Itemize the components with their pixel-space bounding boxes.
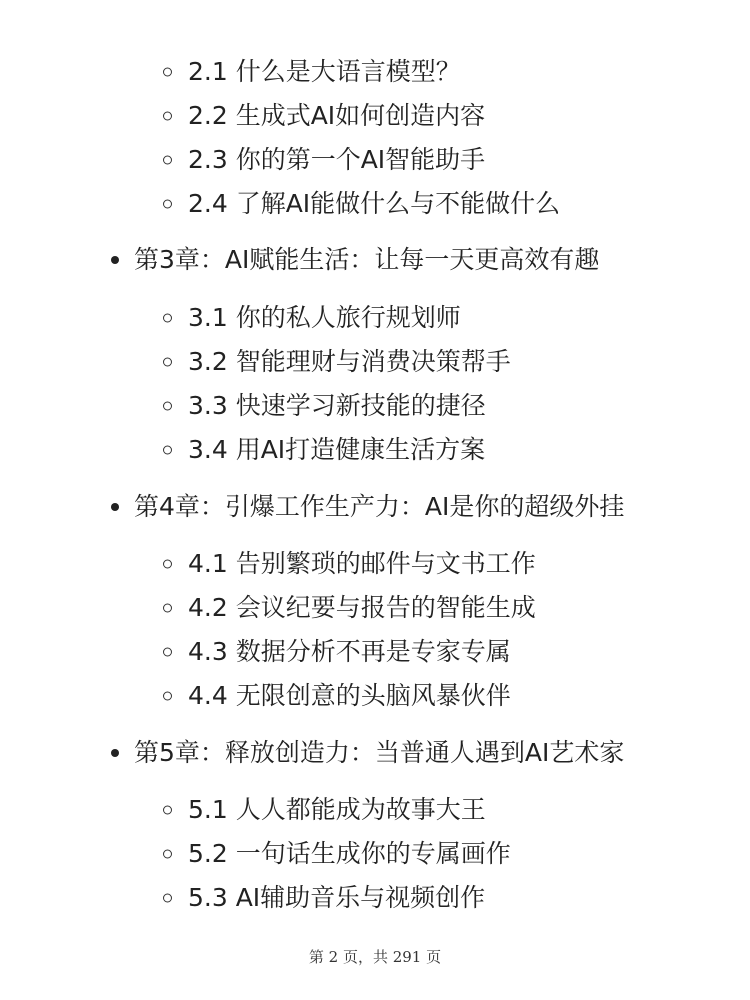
toc-item-label: 4.4 无限创意的头脑风暴伙伴 <box>188 681 511 710</box>
toc-item-5-3 <box>188 878 485 918</box>
toc-chapter-4 <box>134 487 624 527</box>
hollow-bullet-icon <box>163 200 172 209</box>
toc-chapter-5 <box>134 733 624 773</box>
solid-bullet-icon <box>111 256 119 264</box>
toc-item-label: 4.1 告别繁琐的邮件与文书工作 <box>188 549 536 578</box>
toc-item-3-3 <box>188 386 486 426</box>
hollow-bullet-icon <box>163 806 172 815</box>
hollow-bullet-icon <box>163 402 172 411</box>
toc-chapter-3 <box>134 240 599 280</box>
toc-item-3-2 <box>188 342 511 382</box>
hollow-bullet-icon <box>163 648 172 657</box>
hollow-bullet-icon <box>163 692 172 701</box>
toc-chapter-label: 第3章：AI赋能生活：让每一天更高效有趣 <box>134 245 600 274</box>
hollow-bullet-icon <box>163 314 172 323</box>
hollow-bullet-icon <box>163 604 172 613</box>
toc-item-4-1 <box>188 544 536 584</box>
toc-item-label: 2.4 了解AI能做什么与不能做什么 <box>188 189 561 218</box>
toc-item-2-2 <box>188 96 485 136</box>
hollow-bullet-icon <box>163 850 172 859</box>
hollow-bullet-icon <box>163 358 172 367</box>
hollow-bullet-icon <box>163 894 172 903</box>
hollow-bullet-icon <box>163 112 172 121</box>
toc-item-label: 3.1 你的私人旅行规划师 <box>188 303 461 332</box>
solid-bullet-icon <box>111 749 119 757</box>
solid-bullet-icon <box>111 503 119 511</box>
toc-item-label: 3.3 快速学习新技能的捷径 <box>188 391 486 420</box>
toc-item-label: 5.1 人人都能成为故事大王 <box>188 795 486 824</box>
toc-item-label: 4.2 会议纪要与报告的智能生成 <box>188 593 536 622</box>
toc-item-4-3 <box>188 632 511 672</box>
toc-item-5-2 <box>188 834 511 874</box>
toc-chapter-label: 第5章：释放创造力：当普通人遇到AI艺术家 <box>134 738 625 767</box>
toc-item-3-1 <box>188 298 461 338</box>
hollow-bullet-icon <box>163 560 172 569</box>
toc-item-label: 3.2 智能理财与消费决策帮手 <box>188 347 511 376</box>
toc-item-label: 2.1 什么是大语言模型？ <box>188 57 461 86</box>
toc-item-label: 2.3 你的第一个AI智能助手 <box>188 145 486 174</box>
toc-item-label: 3.4 用AI打造健康生活方案 <box>188 435 486 464</box>
toc-item-label: 2.2 生成式AI如何创造内容 <box>188 101 486 130</box>
toc-item-4-2 <box>188 588 536 628</box>
toc-chapter-label: 第4章：引爆工作生产力：AI是你的超级外挂 <box>134 492 625 521</box>
hollow-bullet-icon <box>163 446 172 455</box>
toc-item-label: 4.3 数据分析不再是专家专属 <box>188 637 511 666</box>
page-number: 第 2 页，共 291 页 <box>308 948 442 966</box>
toc-item-4-4 <box>188 676 511 716</box>
toc-item-label: 5.2 一句话生成你的专属画作 <box>188 839 511 868</box>
toc-item-2-3 <box>188 140 485 180</box>
toc-item-3-4 <box>188 430 485 470</box>
hollow-bullet-icon <box>163 156 172 165</box>
toc-item-label: 5.3 AI辅助音乐与视频创作 <box>188 883 486 912</box>
toc-item-2-4 <box>188 184 560 224</box>
hollow-bullet-icon <box>163 68 172 77</box>
toc-item-5-1 <box>188 790 486 830</box>
toc-item-2-1 <box>188 52 461 92</box>
